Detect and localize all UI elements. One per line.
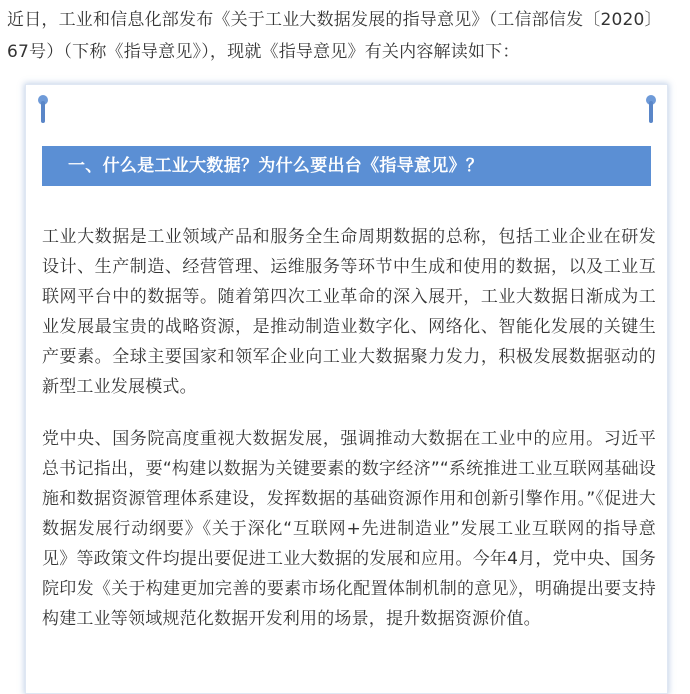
section-heading: 一、什么是工业大数据？为什么要出台《指导意见》？: [42, 146, 651, 186]
intro-paragraph: 近日，工业和信息化部发布《关于工业大数据发展的指导意见》（工信部信发〔2020〕67号）（下称《指导意见》），现就《指导意见》有关内容解读如下：: [7, 10, 662, 62]
content-card: [25, 84, 668, 694]
pushpin-right-icon: [646, 95, 656, 123]
pushpin-left-icon: [38, 95, 48, 123]
body-paragraph-2: 党中央、国务院高度重视大数据发展，强调推动大数据在工业中的应用。习近平总书记指出，要“构建以数据为关键要素的数字经济”“系统推进工业互联网基础设施和数据资源管理体系建设，发挥数据的基础资源作用和创新引擎作用。”《促进大数据发展行动纲要》《关于深化“互联网+先进制造业”发展工业互联网的指导意见》等政策文件均提出要促进工业大数据的发展和应用。今年4月，党中央、国务院印发《关于构建更加完善的要素市场化配置体制机制的意见》，明确提出要支持构建工业等领域规范化数据开发利用的场景，提升数据资源价值。: [42, 429, 656, 629]
body-paragraph-1: 工业大数据是工业领域产品和服务全生命周期数据的总称，包括工业企业在研发设计、生产制造、经营管理、运维服务等环节中生成和使用的数据，以及工业互联网平台中的数据等。随着第四次工业革命的深入展开，工业大数据日渐成为工业发展最宝贵的战略资源，是推动制造业数字化、网络化、智能化发展的关键生产要素。全球主要国家和领军企业向工业大数据聚力发力，积极发展数据驱动的新型工业发展模式。: [42, 227, 656, 397]
